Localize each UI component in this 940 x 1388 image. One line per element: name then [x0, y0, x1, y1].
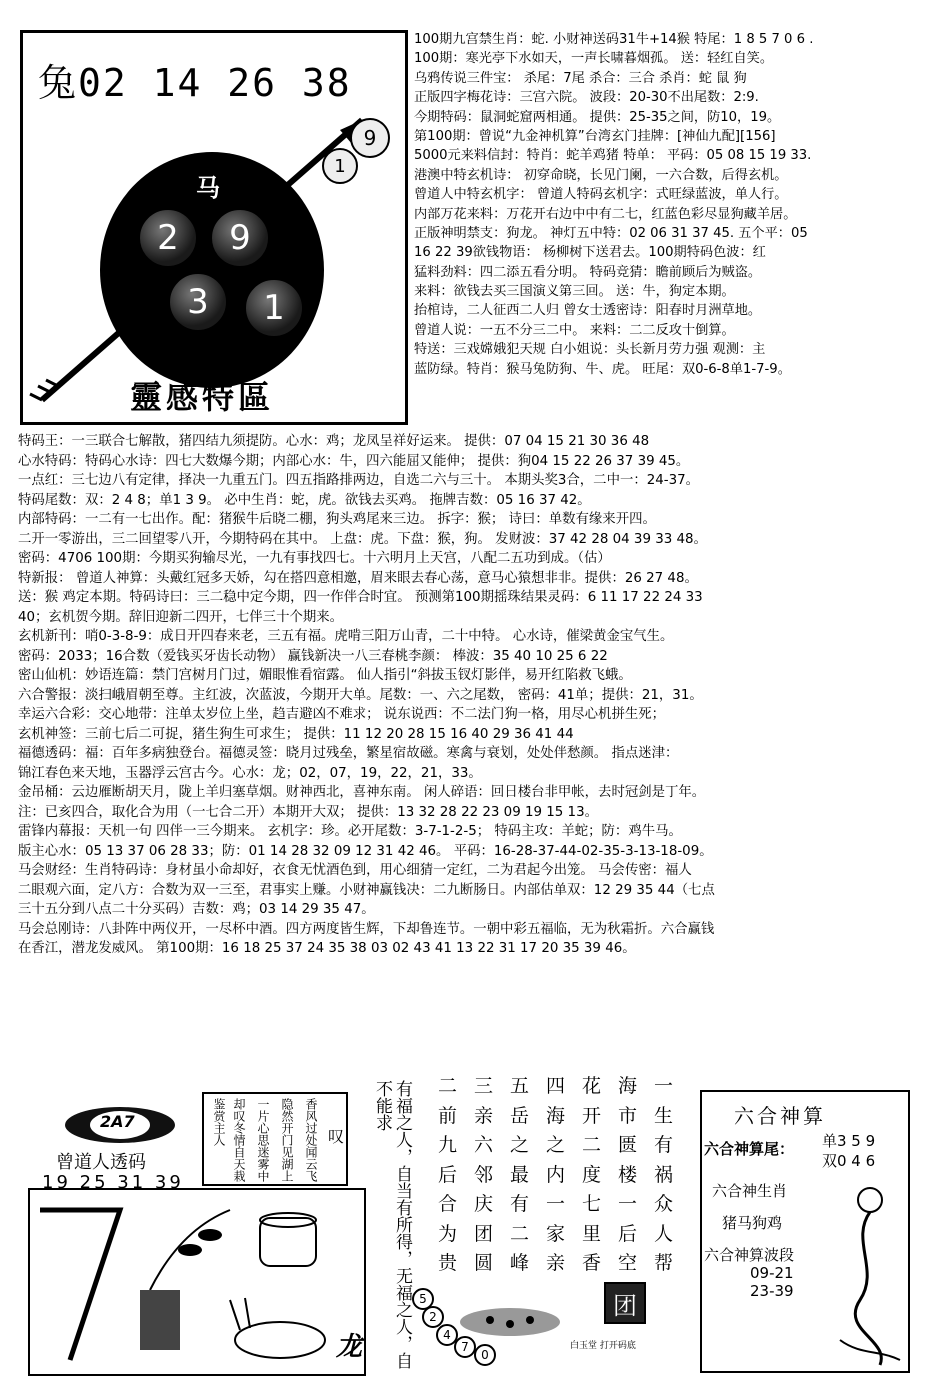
text-line: 版主心水：05 13 37 06 28 33；防：01 14 28 32 09 12 31 42 46。 平码：16-28-37-44-02-35-3-13-18-09。 — [18, 843, 713, 859]
right-text-block — [414, 30, 926, 379]
right-line: 乌鸦传说三件宝： 杀尾：7尾 杀合：三合 杀肖：蛇 鼠 狗 — [414, 70, 747, 86]
fish-illustration — [450, 1282, 570, 1342]
text-line: 二开一零游出，三二回望零八开，今期特码在其中。 上盘：虎。下盘：猴，狗。 发财波：37 42 28 04 39 33 48。 — [18, 531, 707, 547]
small-ball: 2 — [422, 1306, 444, 1328]
right-line: 内部万花来料：万花开右边中中有二七，红蓝色彩尽显狗藏羊居。 — [414, 206, 797, 222]
small-ball: 7 — [454, 1336, 476, 1358]
right-line: 正版神明禁支：狗龙。 神灯五中特：02 06 31 37 45. 五个平：05 — [414, 225, 808, 241]
text-line: 注：已亥四合，取化合为用（一七合二开）本期开大双； 提供：13 32 28 22 23 09 19 15 13。 — [18, 804, 598, 820]
text-line: 幸运六合彩：交心地带：注单太岁位上坐，趋吉避凶不难求； 说东说西：不二法门狗一格，用尽心机拼生死； — [18, 707, 666, 722]
grid-row: 为团二家里后人 — [438, 1222, 691, 1245]
grid-row: 二三五四花海一 — [438, 1075, 691, 1097]
stamp: 团 — [604, 1282, 646, 1324]
text-line: 特新报： 曾道人神算：头戴红冠多天娇，勾在搭四意相邀，眉来眼去春心荡，意马心猿想非非。提供：26 27 48。 — [18, 570, 698, 586]
zengdaoren-numbers: 19 25 31 39 — [42, 1172, 184, 1193]
grid-row: 九六之之二匮有 — [438, 1134, 691, 1156]
text-line: 福德透码：福：百年多病独登台。福德灵签：晓月过残垒，繁星宿故磁。寒禽与衰划，处处伴愁颜。 指点迷津： — [18, 746, 679, 761]
text-line: 密山仙机：妙语连篇：禁门宫树月门过，媚眼惟看宿露。 仙人指引“斜拔玉钗灯影伴，易开红陷救飞蛾。 — [18, 668, 632, 683]
grid-row: 后邻最内度楼祸 — [438, 1163, 691, 1186]
poem-col: 鉴赏主人 — [212, 1098, 226, 1146]
poem-col: 香风过处闻云飞 — [304, 1098, 318, 1182]
top-numbers: 兔02 14 26 38 — [38, 61, 352, 105]
ball-2: 9 — [210, 208, 270, 268]
right-line: 正版四字梅花诗：三宫六院。 波段：20-30不出尾数：2:9. — [414, 90, 759, 106]
grid-row: 前亲岳海开市生 — [438, 1104, 691, 1127]
grid-row: 合庆有一七一众 — [438, 1193, 691, 1215]
text-line: 一点红：三七边八有定律，择决一九重五门。四五指路排两边，自选二六与三十。 本期头奖3合，二中一：24-37。 — [18, 473, 700, 488]
right-line: 100期九宫禁生肖：蛇. 小财神送码31牛+14猴 特尾：1 8 5 7 0 6 . — [414, 32, 814, 47]
right-line: 曾道人说：一五不分三二中。 来料：二二反攻十倒算。 — [414, 322, 735, 338]
text-line: 特码尾数：双：2 4 8；单1 3 9。 必中生肖：蛇，虎。欲钱去买鸡。 拖牌吉数：05 16 37 42。 — [18, 492, 591, 508]
right-line: 曾道人中特玄机字： 曾道人特码玄机字：式旺绿蓝波，单人行。 — [414, 187, 788, 203]
small-ball: 4 — [436, 1324, 458, 1346]
ball-4: 1 — [244, 278, 304, 338]
right-line: 抬棺诗，二人征西二人归 曾女士透密诗：阳春时月洲草地。 — [414, 303, 762, 319]
text-line: 马会总刚诗：八卦阵中两仪开，一尽杯中酒。四方两度皆生辉，下却鲁连节。一朝中彩五福临，无为秋霜折。六合赢钱 — [18, 921, 715, 937]
right-line: 特送：三戏嫦娥犯天规 白小姐说：头长新月劳力强 观测：主 — [414, 342, 766, 358]
grid-row: 贵圆峰亲香空帮 — [438, 1252, 691, 1274]
dragon-char: 龙 — [336, 1332, 363, 1362]
sage-figure — [820, 1180, 904, 1370]
main-text-block — [18, 432, 924, 959]
sixhe-shengxiao-label: 六合神生肖 — [712, 1182, 788, 1200]
sixhe-wei-dan: 单3 5 9 — [822, 1132, 876, 1150]
text-line: 金吊桶：云边雁断胡天月，陇上羊归塞草烟。财神西北，喜神东南。 闲人碎语：回日楼台非甲帐，去时冠剑是丁年。 — [18, 785, 706, 800]
arrow-ball-2: 9 — [350, 118, 390, 158]
rock-shape — [140, 1290, 180, 1350]
bottom-caption: 白玉堂 打开码底 — [570, 1341, 636, 1351]
right-line: 猛料劲料：四二添五看分明。 特码竞猜：瞻前顾后为贼盗。 — [414, 264, 762, 280]
oval-label: 马 — [196, 174, 220, 202]
text-line: 雷锋内幕报：天机一句 四伴一三今期来。 玄机字：珍。必开尾数：3-7-1-2-5； 特码主攻：羊蛇；防：鸡牛马。 — [18, 824, 682, 839]
poem-col: 一片心思迷雾中 — [256, 1098, 270, 1182]
text-line: 二眼观六面，定八方：合数为双一三至，君事实上赚。小财神赢钱决：二九断肠日。内部估单双：12 29 35 44（七点 — [18, 882, 715, 898]
arrow-ball-1: 1 — [322, 148, 358, 184]
right-line: 5000元来料信封：特肖：蛇羊鸡猪 特单： 平码：05 08 15 19 33. — [414, 148, 812, 164]
character-grid — [438, 1072, 690, 1279]
seven-shape — [40, 1210, 120, 1360]
vertical-fortune-text: 有福之人，自当有所得，无福之人，自不能求 — [372, 1080, 412, 1369]
sixhe-boduan-label: 六合神算波段 — [704, 1246, 795, 1264]
sixhe-wei-shuang: 双0 4 6 — [822, 1152, 876, 1170]
text-line: 三十五分到八点二十分买码）吉数：鸡；03 14 29 35 47。 — [18, 902, 375, 917]
rabbit-body — [235, 1322, 325, 1358]
text-line: 玄机新刊：哨0-3-8-9：成日开四春来老，三五有福。虎啃三阳万山青，二十中特。 心水诗，催梁黄金宝气生。 — [18, 629, 674, 644]
ball-1: 2 — [138, 208, 198, 268]
right-line: 第100期：曾说“九金神机算”台湾玄门挂牌：[神仙九配][156] — [414, 128, 776, 144]
small-ball: 5 — [412, 1288, 434, 1310]
poem-col: 隐然开门见湖上 — [280, 1098, 294, 1182]
right-line: 今期特码：鼠洞蛇窟两相通。 提供：25-35之间，防10，19。 — [414, 109, 781, 125]
ball-3: 3 — [168, 272, 228, 332]
right-line: 港澳中特玄机诗： 初穿命晓，长见门阑，一六合数，后得玄机。 — [414, 167, 788, 183]
right-line: 100期：寒光亭下水如天，一声长啸暮烟孤。 送：轻红自笑。 — [414, 51, 774, 67]
text-line: 在香江，潜龙发威风。 第100期：16 18 25 37 24 35 38 03 02 43 41 13 22 31 17 20 35 39 46。 — [18, 941, 636, 956]
right-line: 16 22 39欲钱物语： 杨柳树下送君去。100期特码色波：红 — [414, 245, 766, 261]
text-line: 内部特码：一二有一七出作。配：猪猴牛后晓二棚，狗头鸡尾来三边。 拆字：猴； 诗曰：单数有缘来开四。 — [18, 512, 656, 527]
text-line: 六合警报：淡扫峨眉朝至尊。主红波，次蓝波，今期开大单。尾数：一、六之尾数， 密码：41单；提供：21，31。 — [18, 687, 703, 703]
poem-exclaim: 叹 — [328, 1127, 345, 1146]
text-line: 锦江春色来天地，玉器浮云宫古今。心水：龙；02，07，19，22，21，33。 — [18, 765, 482, 781]
zengdaoren-title: 曾道人透码 — [56, 1152, 146, 1173]
small-ball: 0 — [474, 1344, 496, 1366]
text-line: 特码王：一三联合七解散，猪四结九须提防。心水：鸡；龙凤呈祥好运来。 提供：07 04 15 21 30 36 48 — [18, 434, 650, 449]
text-line: 马会财经：生肖特码诗：身材虽小命却好，衣食无忧酒色到，用心细猜一定红，二为君起今出笼。 马会传密：福人 — [18, 863, 692, 878]
sixhe-wei-label: 六合神算尾： — [704, 1140, 795, 1158]
sixhe-boduan-2: 23-39 — [750, 1282, 794, 1300]
logo-text: 靈感特區 — [130, 378, 275, 416]
text-line: 玄机神签：三前七后二可捉，猪生狗生可求生； 提供：11 12 20 28 15 16 40 29 36 41 44 — [18, 726, 574, 742]
right-line: 蓝防绿。特肖：猴马兔防狗、牛、虎。 旺尾：双0-6-8单1-7-9。 — [414, 361, 791, 377]
text-line: 40；玄机贺今期。辞旧迎新二四开，七伴三十个期来。 — [18, 609, 344, 625]
text-line: 密码：4706 100期：今期买狗输尽光，一九有事找四七。十六明月上天宫，八配二五功到成。（估） — [18, 551, 611, 566]
rabbit-illustration — [30, 1190, 364, 1374]
text-line: 送：猴 鸡定本期。特码诗曰：三二稳中定今期，四一作伴合时宜。 预测第100期摇珠结果灵码：6 11 17 22 24 33 — [18, 590, 703, 605]
sixhe-shengxiao: 猪马狗鸡 — [722, 1214, 783, 1232]
right-line: 来料：欲钱去买三国演义第三回。 送：牛，狗定本期。 — [414, 284, 735, 300]
badge-text: 2A7 — [100, 1112, 135, 1131]
poem-col: 却叹冬情自天栽 — [232, 1098, 246, 1182]
text-line: 心水特码：特码心水诗：四七大数爆今期；内部心水：牛，四六能屈又能伸； 提供：狗04 15 22 26 37 39 45。 — [18, 453, 690, 469]
sixhe-boduan-1: 09-21 — [750, 1264, 794, 1282]
sixhe-title: 六合神算 — [734, 1104, 826, 1128]
text-line: 密码：2033；16合数（爱钱买牙齿长动物） 赢钱新决一八三春桃李颜： 棒波：35 40 10 25 6 22 — [18, 648, 608, 664]
